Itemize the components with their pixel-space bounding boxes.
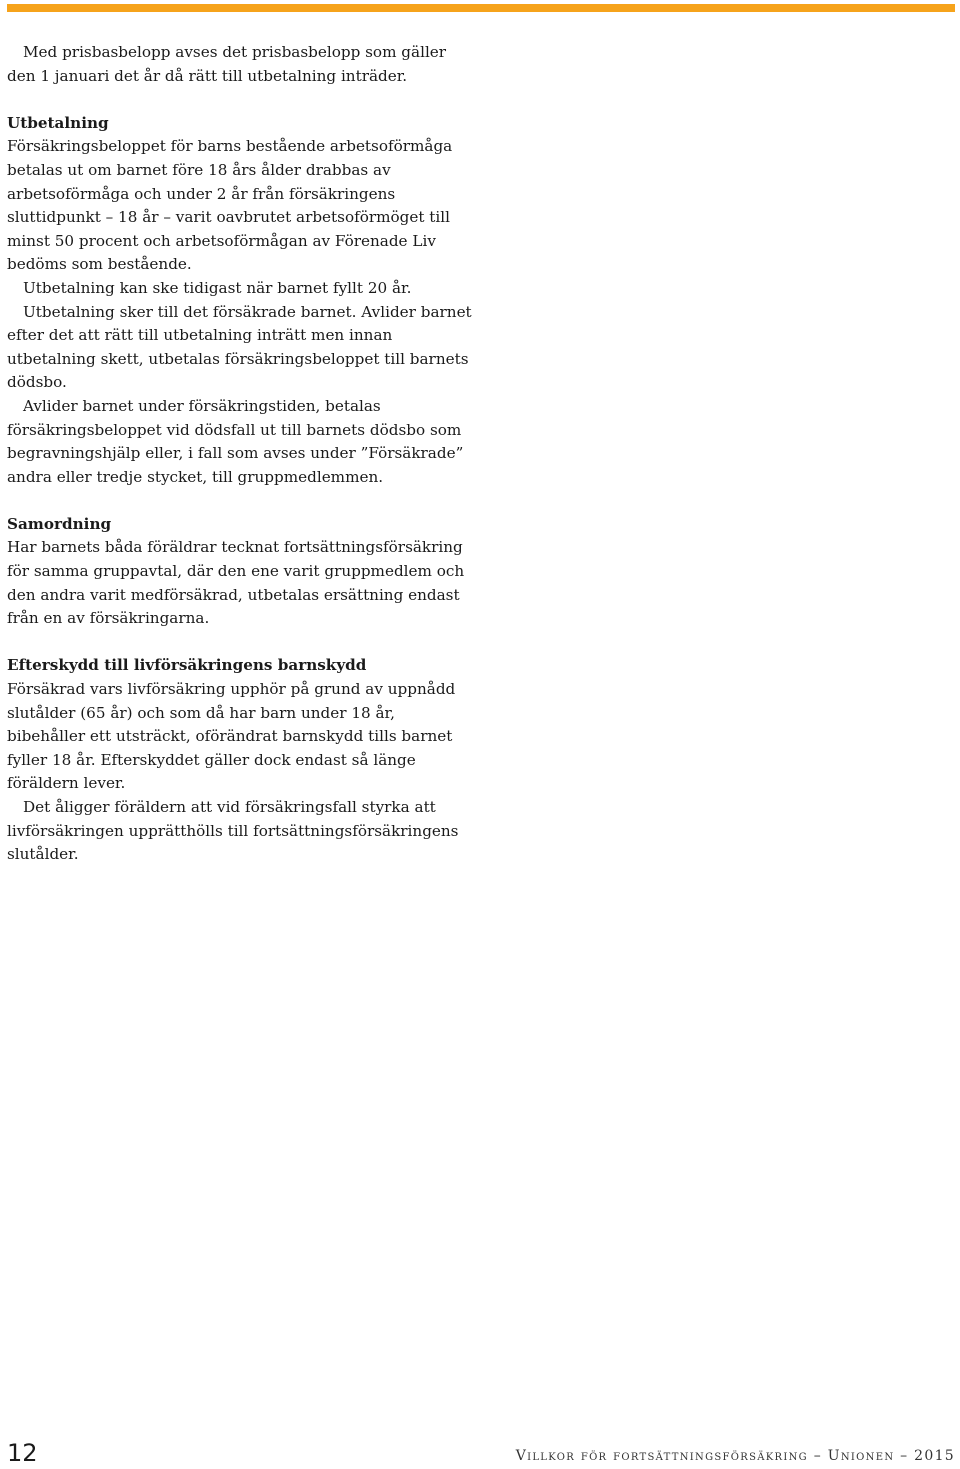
document-body bbox=[7, 41, 477, 867]
paragraph: Har barnets båda föräldrar tecknat fortsättningsförsäkring för samma gruppavtal, där den ene varit gruppmedlem och den andra varit medförsäkrad, utbetalas ersättning endast från en av försäkringarna. bbox=[7, 538, 465, 628]
footer-document-title: Villkor för fortsättningsförsäkring – Unionen – 2015 bbox=[515, 1448, 955, 1464]
section-samordning bbox=[7, 513, 477, 631]
paragraph: Det åligger föräldern att vid försäkringsfall styrka att livförsäkringen upprätthölls till fortsättningsförsäkringens slutålder. bbox=[7, 798, 459, 864]
paragraph: Utbetalning sker till det försäkrade barnet. Avlider barnet efter det att rätt till utbetalning inträtt men innan utbetalning skett, utbetalas försäkringsbeloppet till barnets dödsbo. bbox=[7, 302, 472, 392]
paragraph: Avlider barnet under försäkringstiden, betalas försäkringsbeloppet vid dödsfall ut till barnets dödsbo som begravningshjälp eller, i fall som avses under ”Försäkrade” andra eller tredje stycket, till gruppmedlemmen. bbox=[7, 396, 464, 486]
page-number: 12 bbox=[7, 1439, 38, 1467]
section-heading: Samordning bbox=[7, 514, 112, 533]
section-heading: Efterskydd till livförsäkringens barnskydd bbox=[7, 656, 367, 675]
paragraph: Utbetalning kan ske tidigast när barnet fyllt 20 år. bbox=[23, 278, 412, 297]
section-efterskydd bbox=[7, 654, 477, 866]
intro-paragraph: Med prisbasbelopp avses det prisbasbelopp som gäller den 1 januari det år då rätt till utbetalning inträder. bbox=[7, 43, 447, 85]
section-heading: Utbetalning bbox=[7, 113, 109, 132]
top-accent-rule bbox=[7, 4, 955, 12]
paragraph: Försäkringsbeloppet för barns bestående arbetsoförmåga betalas ut om barnet före 18 års ålder drabbas av arbetsoförmåga och under 2 år från försäkringens sluttidpunkt – 18 år – varit oavbrutet arbetsoförmöget till minst 50 procent och arbetsoförmågan av Förenade Liv bedöms som bestående. bbox=[7, 137, 453, 274]
paragraph: Försäkrad vars livförsäkring upphör på grund av uppnådd slutålder (65 år) och som då har barn under 18 år, bibehåller ett utsträckt, oförändrat barnskydd tills barnet fyller 18 år. Efterskyddet gäller dock endast så länge föräldern lever. bbox=[7, 680, 456, 793]
section-utbetalning bbox=[7, 112, 477, 490]
